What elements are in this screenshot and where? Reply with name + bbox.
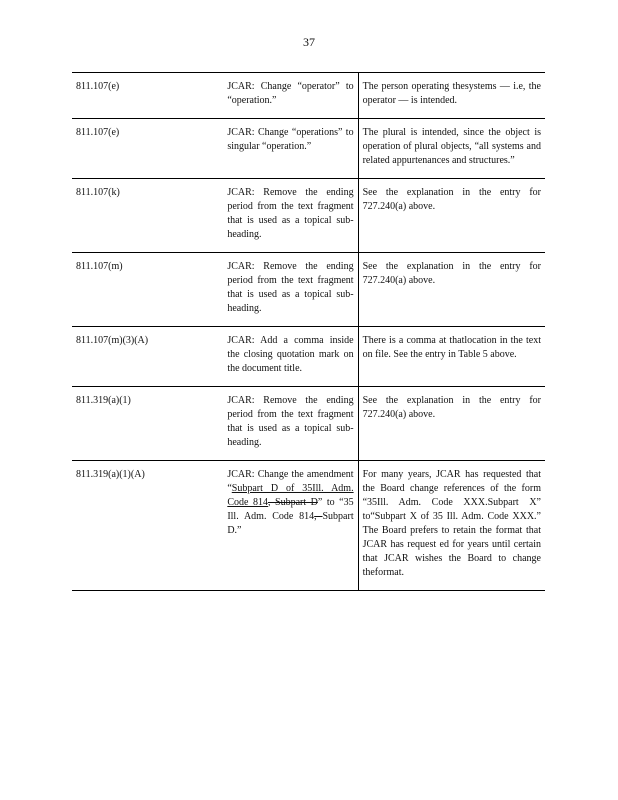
table-row [72,253,545,327]
change-cell: JCAR: Remove the ending period from the text fragment that is used as a topical sub-heading. [223,253,358,327]
response-cell: The plural is intended, since the object is operation of plural objects, “all systems and related appurtenances and structures.” [358,119,545,179]
response-cell: The person operating thesystems — i.e, the operator — is intended. [358,73,545,119]
page-number: 37 [303,35,315,49]
section-cell: 811.319(a)(1)(A) [72,461,223,591]
section-cell: 811.107(e) [72,73,223,119]
inserted-text: Ill. Adm. Code 814 [227,483,354,508]
deleted-text: , [314,511,323,522]
table-row [72,461,545,591]
change-cell: JCAR: Add a comma inside the closing quotation mark on the document title. [223,327,358,387]
change-cell [223,461,358,591]
section-cell: 811.107(m) [72,253,223,327]
section-cell: 811.107(m)(3)(A) [72,327,223,387]
change-cell: JCAR: Remove the ending period from the text fragment that is used as a topical sub-heading. [223,387,358,461]
comments-table [72,72,545,591]
table-row [72,73,545,119]
response-cell: For many years, JCAR has requested that the Board change references of the form “35Ill. Adm. Code XXX.Subpart X” to“Subpart X of 35 Ill. Adm. Code XXX.” The Board prefers to retain the format that JCAR has request ed for years until certain that JCAR wishes the Board to change theformat. [358,461,545,591]
change-text: JCAR: Change the amendment “ [227,469,354,494]
response-cell: See the explanation in the entry for 727.240(a) above. [358,387,545,461]
change-cell: JCAR: Change “operator” to “operation.” [223,73,358,119]
table-row [72,327,545,387]
section-cell: 811.107(e) [72,119,223,179]
section-cell: 811.319(a)(1) [72,387,223,461]
section-cell: 811.107(k) [72,179,223,253]
change-cell: JCAR: Change “operations” to singular “operation.” [223,119,358,179]
deleted-text: , Subpart D [267,497,318,508]
response-cell: See the explanation in the entry for 727.240(a) above. [358,179,545,253]
table-row [72,387,545,461]
table-row [72,179,545,253]
change-text: ” to “35 Ill. Adm. Code 814 [227,497,354,522]
table-row [72,119,545,179]
change-text: Subpart D.” [227,511,354,536]
response-cell: See the explanation in the entry for 727.240(a) above. [358,253,545,327]
response-cell: There is a comma at thatlocation in the text on file. See the entry in Table 5 above. [358,327,545,387]
inserted-text: Subpart D of 35 [231,483,313,494]
change-cell: JCAR: Remove the ending period from the text fragment that is used as a topical sub-heading. [223,179,358,253]
